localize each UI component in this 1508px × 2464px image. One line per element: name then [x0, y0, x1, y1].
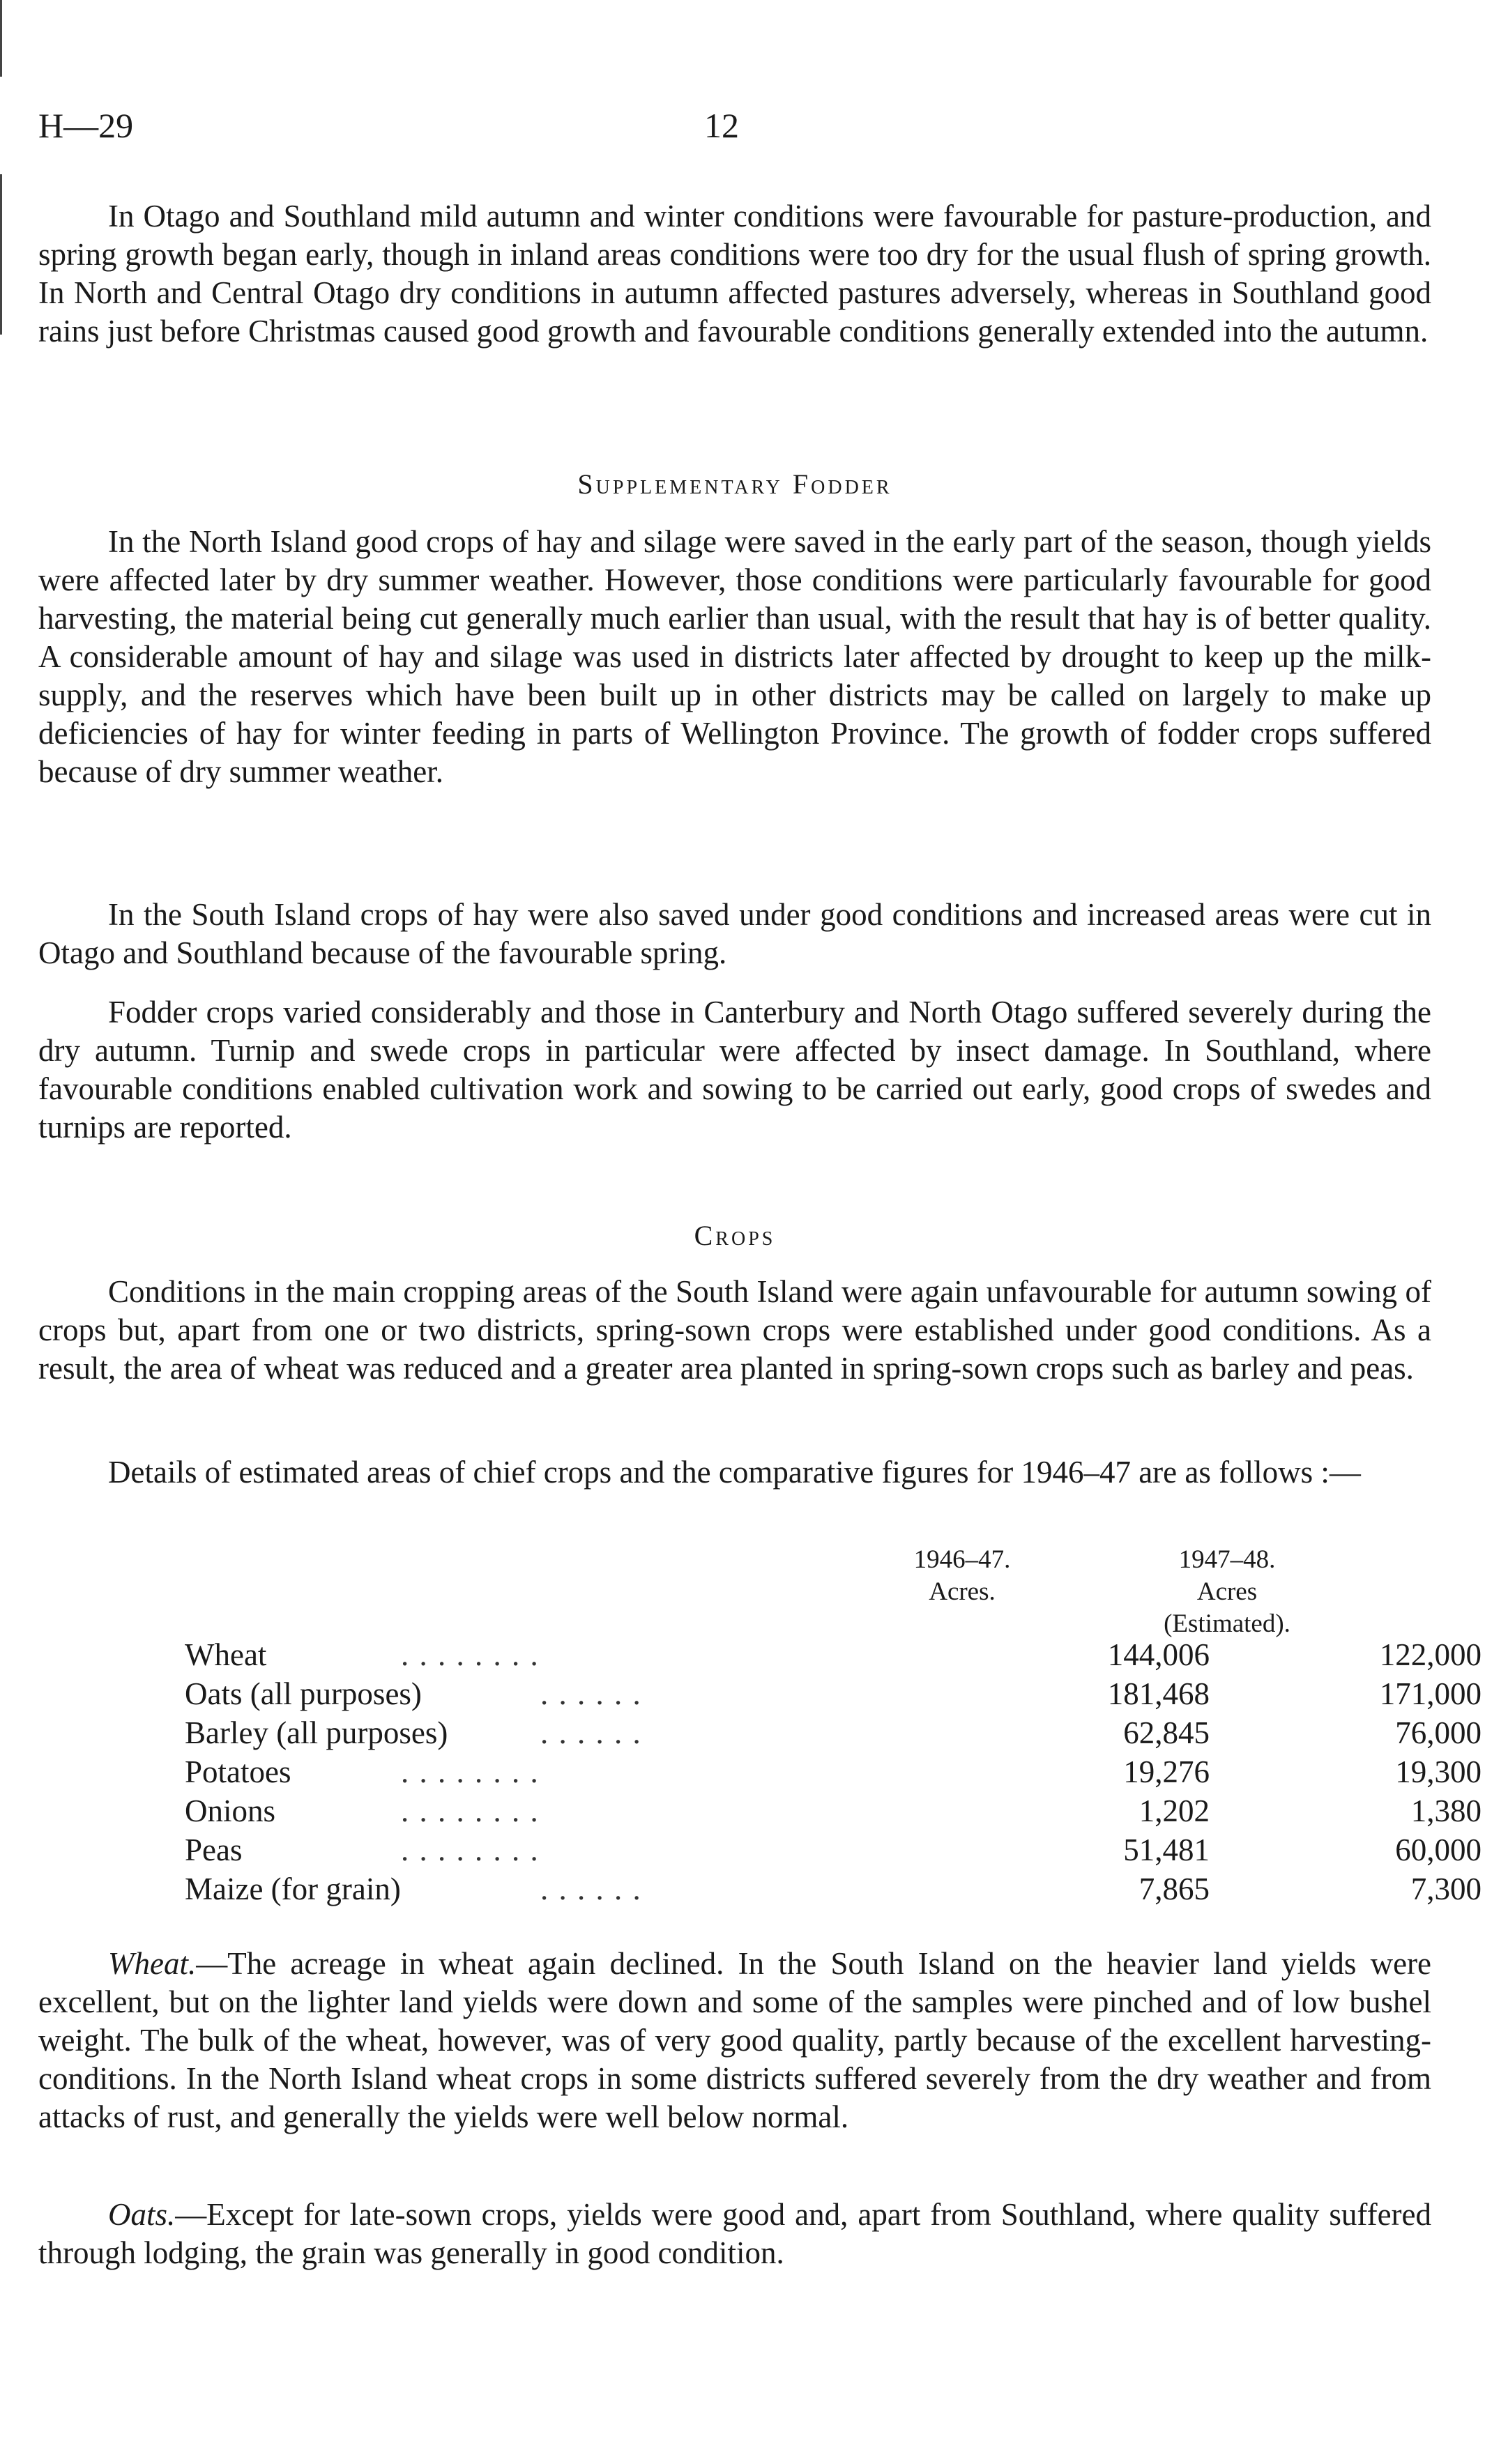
section-oats — [38, 2196, 1431, 2272]
leader-dots: . . . . . . . . — [401, 1793, 540, 1828]
section-supplementary-fodder — [38, 523, 1431, 791]
column-header-note: (Estimated). — [1164, 1609, 1290, 1638]
column-header-1947-48 — [1115, 1544, 1339, 1640]
column-header-year: 1947–48. — [1178, 1545, 1276, 1574]
column-header-year: 1946–47. — [913, 1545, 1011, 1574]
section-crops-2 — [38, 1453, 1431, 1492]
paragraph: In the North Island good crops of hay and silage were saved in the early part of the season, though yields were affected later by dry summer weather. However, those conditions were particularly favourable for good harvesting, the material being cut generally much earlier than usual, with the result that hay is of better quality. A considerable amount of hay and silage was used in districts later affected by drought to keep up the milk-supply, and the reserves which have been built up in other districts may be called on largely to make up deficiencies of hay for winter feeding in parts of Wellington Province. The growth of fodder crops suffered because of dry summer weather. — [38, 524, 1431, 789]
value-1946-47: 19,276 — [1123, 1754, 1210, 1789]
table-row — [185, 1635, 1482, 1674]
section-supplementary-fodder-3 — [38, 993, 1431, 1147]
value-1947-48: 76,000 — [1395, 1715, 1482, 1750]
paragraph: In the South Island crops of hay were also saved under good conditions and increased areas were cut in Otago and Southland because of the favourable spring. — [38, 897, 1431, 970]
column-header-1946-47 — [865, 1544, 1060, 1608]
leader-dots: . . . . . . . . — [401, 1754, 540, 1789]
crop-name: Oats (all purposes) — [185, 1676, 422, 1711]
section-crops — [38, 1273, 1431, 1388]
scan-edge-mark — [0, 0, 2, 77]
runin-heading-wheat: Wheat. — [108, 1946, 197, 1981]
table-row — [185, 1830, 1482, 1869]
crop-name: Onions — [185, 1793, 276, 1828]
value-1947-48: 7,300 — [1410, 1872, 1482, 1906]
table-row — [185, 1869, 1482, 1908]
value-1946-47: 51,481 — [1123, 1832, 1210, 1867]
value-1947-48: 171,000 — [1379, 1676, 1482, 1711]
leader-dots: . . . . . . — [540, 1872, 642, 1906]
table-row — [185, 1752, 1482, 1791]
table-row — [185, 1713, 1482, 1752]
page-number: 12 — [704, 106, 739, 145]
value-1946-47: 181,468 — [1107, 1676, 1210, 1711]
section-wheat — [38, 1945, 1431, 2136]
section-otago-southland — [38, 197, 1431, 351]
heading-supplementary-fodder: Supplementary Fodder — [577, 468, 892, 500]
section-supplementary-fodder-2 — [38, 896, 1431, 972]
value-1946-47: 144,006 — [1107, 1637, 1210, 1672]
leader-dots: . . . . . . — [540, 1715, 642, 1750]
paragraph — [38, 1945, 1431, 2136]
value-1946-47: 62,845 — [1123, 1715, 1210, 1750]
paragraph — [38, 2196, 1431, 2272]
value-1947-48: 60,000 — [1395, 1832, 1482, 1867]
value-1947-48: 122,000 — [1379, 1637, 1482, 1672]
table-row — [185, 1674, 1482, 1713]
crop-name: Potatoes — [185, 1754, 291, 1789]
crop-name: Barley (all purposes) — [185, 1715, 448, 1750]
runin-heading-oats: Oats. — [108, 2197, 176, 2232]
value-1947-48: 19,300 — [1395, 1754, 1482, 1789]
leader-dots: . . . . . . . . — [401, 1832, 540, 1867]
column-header-unit: Acres — [1196, 1577, 1258, 1606]
crop-name: Wheat — [185, 1637, 267, 1672]
oats-text: —Except for late-sown crops, yields were good and, apart from Southland, where quality suffered through lodging, the grain was generally in good condition. — [38, 2197, 1431, 2270]
value-1947-48: 1,380 — [1410, 1793, 1482, 1828]
report-reference: H—29 — [38, 106, 134, 145]
scan-edge-mark — [0, 174, 2, 335]
value-1946-47: 1,202 — [1138, 1793, 1210, 1828]
leader-dots: . . . . . . . . — [401, 1637, 540, 1672]
paragraph: In Otago and Southland mild autumn and winter conditions were favourable for pasture-production, and spring growth began early, though in inland areas conditions were too dry for the usual flush of spring growth. In North and Central Otago dry conditions in autumn affected pastures adversely, whereas in Southland good rains just before Christmas caused good growth and favourable conditions generally extended into the autumn. — [38, 199, 1431, 349]
table-row — [185, 1791, 1482, 1830]
crop-name: Maize (for grain) — [185, 1872, 401, 1906]
paragraph: Conditions in the main cropping areas of the South Island were again unfavourable for autumn sowing of crops but, apart from one or two districts, spring-sown crops were established under good conditions. As a result, the area of wheat was reduced and a greater area planted in spring-sown crops such as barley and peas. — [38, 1274, 1431, 1386]
column-header-unit: Acres. — [929, 1577, 996, 1606]
heading-crops: Crops — [694, 1220, 776, 1251]
leader-dots: . . . . . . — [540, 1676, 642, 1711]
paragraph: Details of estimated areas of chief crops and the comparative figures for 1946–47 are as follows :— — [108, 1455, 1361, 1490]
paragraph: Fodder crops varied considerably and those in Canterbury and North Otago suffered severely during the dry autumn. Turnip and swede crops in particular were affected by insect damage. In Southland, where favourable conditions enabled cultivation work and sowing to be carried out early, good crops of swedes and turnips are reported. — [38, 995, 1431, 1145]
crop-name: Peas — [185, 1832, 243, 1867]
value-1946-47: 7,865 — [1138, 1872, 1210, 1906]
wheat-text: —The acreage in wheat again declined. In the South Island on the heavier land yields were excellent, but on the lighter land yields were down and some of the samples were pinched and of low bushel weight. The bulk of the wheat, however, was of very good quality, partly because of the excellent harvesting-conditions. In the North Island wheat crops in some districts suffered severely from the dry weather and from attacks of rust, and generally the yields were well below normal. — [38, 1946, 1431, 2134]
